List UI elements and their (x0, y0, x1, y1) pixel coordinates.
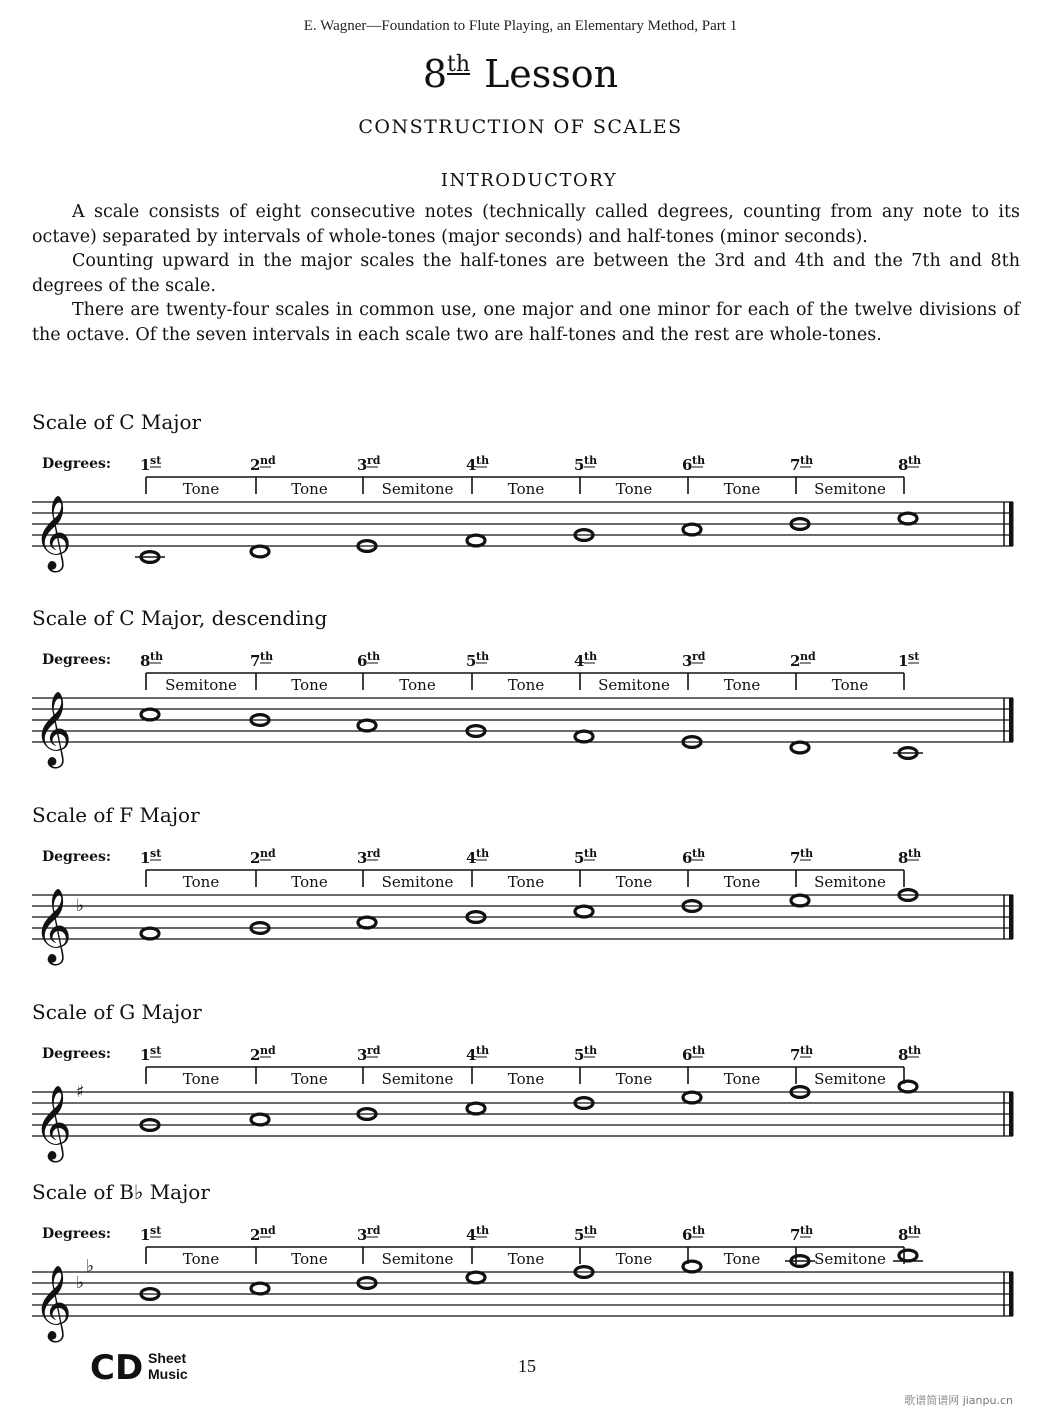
degree-ordinal: th (800, 454, 814, 467)
interval-label: Tone (507, 676, 545, 694)
scale-block (0, 803, 1041, 973)
degree-number: 1 (140, 1226, 151, 1244)
degree-ordinal: th (908, 1224, 922, 1237)
degree-ordinal: th (150, 650, 164, 663)
degree-number: 2 (250, 1226, 261, 1244)
whole-note (683, 1261, 701, 1272)
lesson-title (0, 52, 1041, 96)
interval-label: Semitone (814, 1070, 886, 1088)
interval-label: Tone (507, 480, 545, 498)
degree-ordinal: th (476, 650, 490, 663)
degree-number: 6 (682, 849, 693, 867)
whole-note (791, 895, 809, 906)
interval-label: Semitone (814, 1250, 886, 1268)
site-watermark: 歌谱简谱网 jianpu.cn (904, 1394, 1013, 1407)
staff (0, 803, 1041, 973)
interval-label: Tone (615, 873, 653, 891)
whole-note (467, 1103, 485, 1114)
staff (0, 410, 1041, 580)
interval-label: Tone (291, 480, 328, 498)
degree-number: 5 (574, 1046, 585, 1064)
degree-ordinal: th (800, 1224, 814, 1237)
degree-ordinal: th (584, 847, 598, 860)
interval-label: Tone (615, 1250, 653, 1268)
degree-number: 3 (357, 456, 368, 474)
degree-number: 1 (898, 652, 909, 670)
treble-clef-icon: 𝄞 (34, 1086, 72, 1160)
scale-block (0, 1000, 1041, 1170)
degree-ordinal: nd (260, 847, 276, 860)
whole-note (899, 513, 917, 524)
degree-ordinal: rd (367, 1044, 381, 1057)
interval-label: Tone (291, 676, 328, 694)
scale-title: Scale of C Major, descending (32, 606, 328, 630)
degree-number: 7 (790, 1226, 801, 1244)
flat-icon: ♭ (86, 1256, 95, 1277)
degree-number: 3 (357, 1226, 368, 1244)
degrees-label: Degrees: (42, 652, 112, 668)
scale-block (0, 606, 1041, 776)
interval-label: Semitone (381, 873, 454, 891)
degree-ordinal: nd (800, 650, 816, 663)
degree-ordinal: th (908, 847, 922, 860)
degree-number: 3 (357, 1046, 368, 1064)
degree-number: 4 (466, 849, 477, 867)
interval-label: Tone (723, 1250, 761, 1268)
treble-clef-icon: 𝄞 (34, 692, 72, 766)
whole-note (467, 1272, 485, 1283)
sharp-icon: ♯ (76, 1082, 85, 1102)
degree-ordinal: rd (367, 847, 381, 860)
whole-note (791, 742, 809, 753)
interval-label: Tone (723, 676, 761, 694)
whole-note (467, 535, 485, 546)
degree-number: 4 (574, 652, 585, 670)
barline-thick (1009, 698, 1014, 742)
degrees-label: Degrees: (42, 1226, 112, 1242)
interval-label: Semitone (381, 1250, 454, 1268)
degree-number: 2 (250, 1046, 261, 1064)
degree-ordinal: th (476, 1224, 490, 1237)
section-title: CONSTRUCTION OF SCALES (358, 116, 683, 138)
treble-clef-icon: 𝄞 (34, 1266, 72, 1340)
degree-ordinal: st (150, 847, 162, 860)
treble-clef-icon: 𝄞 (34, 496, 72, 570)
degree-ordinal: st (150, 1044, 162, 1057)
degree-ordinal: th (476, 454, 490, 467)
scale-block (0, 1180, 1041, 1350)
interval-label: Tone (615, 1070, 653, 1088)
whole-note (358, 917, 376, 928)
lesson-word: Lesson (484, 52, 619, 96)
interval-label: Semitone (381, 1070, 454, 1088)
degree-ordinal: th (908, 454, 922, 467)
interval-label: Tone (182, 480, 220, 498)
interval-label: Tone (507, 1070, 545, 1088)
degree-number: 5 (574, 1226, 585, 1244)
interval-label: Tone (831, 676, 869, 694)
degree-number: 5 (574, 849, 585, 867)
degree-number: 7 (790, 1046, 801, 1064)
interval-label: Tone (723, 480, 761, 498)
interval-label: Tone (507, 1250, 545, 1268)
degree-ordinal: rd (367, 1224, 381, 1237)
degree-number: 4 (466, 1226, 477, 1244)
treble-clef-icon: 𝄞 (34, 889, 72, 963)
logo-line1: Sheet (148, 1350, 187, 1366)
degree-ordinal: th (692, 1224, 706, 1237)
degree-number: 3 (357, 849, 368, 867)
whole-note (899, 1081, 917, 1092)
degree-number: 5 (466, 652, 477, 670)
intro-paragraph: A scale consists of eight consecutive notes (technically called degrees, counting from any note to its octave) separated by intervals of whole-tones (major seconds) and half-tones (minor seconds). (32, 202, 1020, 247)
interval-label: Tone (399, 676, 436, 694)
lesson-ordinal: th (447, 52, 471, 77)
whole-note (251, 1283, 269, 1294)
scale-title: Scale of B♭ Major (32, 1180, 210, 1204)
degree-number: 8 (898, 1226, 909, 1244)
logo-letters: CD (90, 1348, 144, 1384)
running-header: E. Wagner—Foundation to Flute Playing, an Elementary Method, Part 1 (303, 18, 738, 34)
interval-label: Tone (291, 1070, 328, 1088)
staff (0, 1000, 1041, 1170)
degree-ordinal: st (908, 650, 920, 663)
scale-title: Scale of F Major (32, 803, 200, 827)
degree-ordinal: th (584, 1224, 598, 1237)
interval-label: Semitone (165, 676, 237, 694)
degree-ordinal: th (584, 1044, 598, 1057)
flat-icon: ♭ (76, 1273, 85, 1293)
degree-number: 7 (250, 652, 261, 670)
degree-ordinal: th (692, 1044, 706, 1057)
degree-number: 7 (790, 849, 801, 867)
interval-label: Semitone (381, 480, 454, 498)
interval-label: Tone (291, 873, 328, 891)
degree-number: 8 (898, 456, 909, 474)
degree-ordinal: nd (260, 1044, 276, 1057)
degree-number: 2 (250, 849, 261, 867)
staff (0, 606, 1041, 776)
degree-ordinal: st (150, 1224, 162, 1237)
degree-number: 3 (682, 652, 693, 670)
whole-note (683, 524, 701, 535)
whole-note (141, 709, 159, 720)
whole-note (575, 906, 593, 917)
scale-title: Scale of C Major (32, 410, 202, 434)
degree-ordinal: st (150, 454, 162, 467)
degree-number: 6 (682, 1226, 693, 1244)
degree-ordinal: th (692, 847, 706, 860)
whole-note (358, 720, 376, 731)
degree-ordinal: nd (260, 1224, 276, 1237)
flat-icon: ♭ (76, 896, 85, 916)
degree-ordinal: rd (692, 650, 706, 663)
intro-paragraph: Counting upward in the major scales the half-tones are between the 3rd and 4th and the 7th and 8th degrees of the scale. (32, 251, 1020, 296)
interval-label: Tone (615, 480, 653, 498)
interval-label: Tone (723, 1070, 761, 1088)
degree-number: 6 (682, 1046, 693, 1064)
interval-label: Tone (182, 1070, 220, 1088)
whole-note (683, 1092, 701, 1103)
whole-note (251, 1114, 269, 1125)
barline-thick (1009, 1092, 1014, 1136)
degree-number: 1 (140, 456, 151, 474)
degrees-label: Degrees: (42, 849, 112, 865)
degree-ordinal: th (908, 1044, 922, 1057)
degree-ordinal: rd (367, 454, 381, 467)
degree-number: 2 (250, 456, 261, 474)
degree-number: 2 (790, 652, 801, 670)
degree-number: 6 (682, 456, 693, 474)
degree-number: 8 (898, 1046, 909, 1064)
whole-note (899, 1250, 917, 1261)
degree-number: 4 (466, 456, 477, 474)
degree-ordinal: th (800, 847, 814, 860)
logo-line2: Music (148, 1366, 188, 1382)
interval-label: Semitone (814, 480, 886, 498)
barline-thick (1009, 895, 1014, 939)
scale-block (0, 410, 1041, 580)
interval-label: Tone (291, 1250, 328, 1268)
scale-title: Scale of G Major (32, 1000, 202, 1024)
degree-number: 1 (140, 849, 151, 867)
barline-thick (1009, 1272, 1014, 1316)
degree-ordinal: th (584, 454, 598, 467)
intro-paragraph: There are twenty-four scales in common use, one major and one minor for each of the twelve divisions of the octave. Of the seven intervals in each scale two are half-tones and the rest are whole-tones. (32, 300, 1020, 345)
degree-ordinal: th (584, 650, 598, 663)
degree-number: 4 (466, 1046, 477, 1064)
barline-thick (1009, 502, 1014, 546)
degree-ordinal: th (692, 454, 706, 467)
degree-ordinal: th (367, 650, 381, 663)
interval-label: Tone (507, 873, 545, 891)
degree-ordinal: th (260, 650, 274, 663)
degree-number: 6 (357, 652, 368, 670)
whole-note (141, 928, 159, 939)
page-number: 15 (518, 1356, 536, 1376)
degrees-label: Degrees: (42, 456, 112, 472)
degree-number: 7 (790, 456, 801, 474)
whole-note (251, 546, 269, 557)
intro-heading: INTRODUCTORY (440, 170, 618, 191)
degree-ordinal: th (800, 1044, 814, 1057)
interval-label: Semitone (814, 873, 886, 891)
lesson-number: 8 (422, 52, 448, 96)
degree-number: 8 (898, 849, 909, 867)
degree-number: 8 (140, 652, 151, 670)
interval-label: Semitone (598, 676, 670, 694)
intro-text (32, 200, 1020, 347)
whole-note (575, 731, 593, 742)
interval-label: Tone (182, 1250, 220, 1268)
degree-number: 5 (574, 456, 585, 474)
degrees-label: Degrees: (42, 1046, 112, 1062)
degree-ordinal: th (476, 1044, 490, 1057)
degree-ordinal: nd (260, 454, 276, 467)
degree-number: 1 (140, 1046, 151, 1064)
interval-label: Tone (723, 873, 761, 891)
degree-ordinal: th (476, 847, 490, 860)
staff (0, 1180, 1041, 1350)
interval-label: Tone (182, 873, 220, 891)
